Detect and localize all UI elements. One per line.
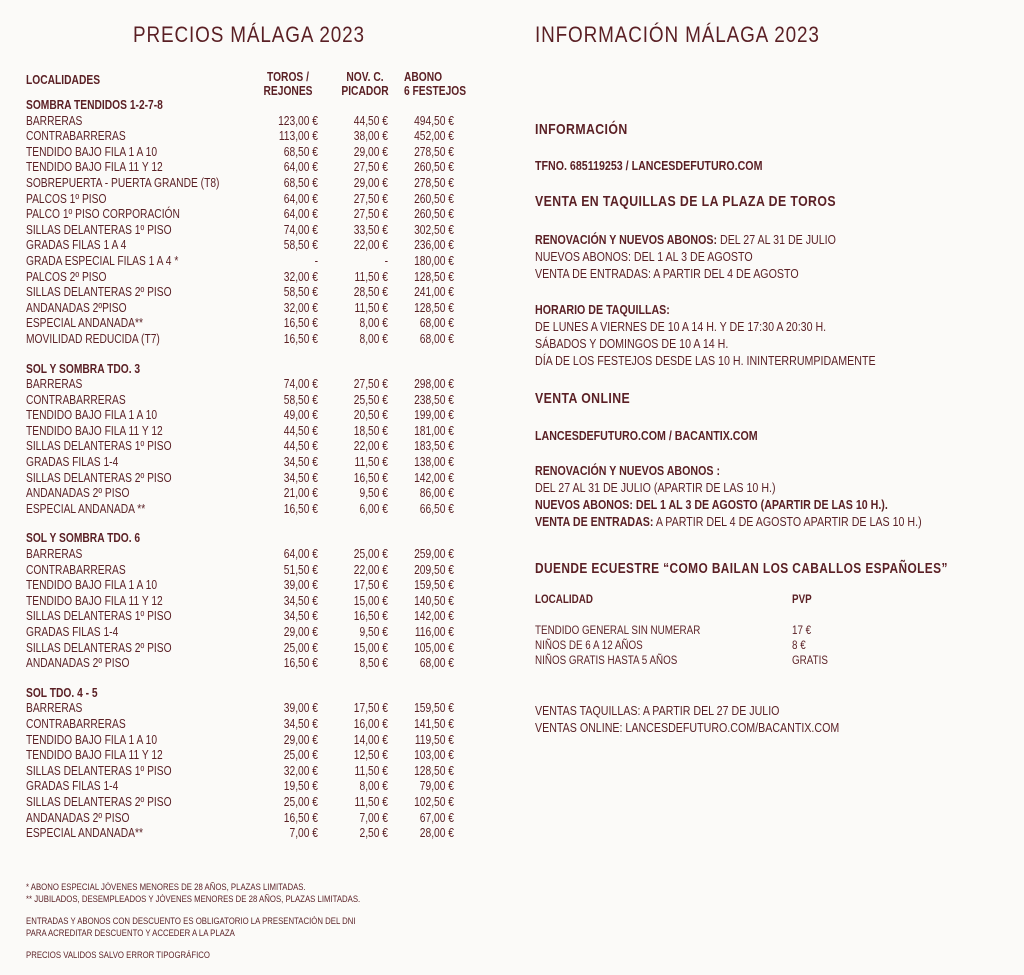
seat-name: BARRERAS bbox=[26, 113, 83, 128]
price-nov-picador: 9,50 € bbox=[359, 625, 388, 639]
price-toros-rejones: 16,50 € bbox=[283, 810, 318, 825]
price-abono: 141,50 € bbox=[414, 716, 454, 731]
price-nov-picador: 28,50 € bbox=[353, 285, 388, 300]
info-column bbox=[535, 0, 1015, 975]
header-toros-line2: REJONES bbox=[263, 84, 313, 98]
price-abono: 68,00 € bbox=[419, 331, 454, 346]
seat-name: SILLAS DELANTERAS 1º PISO bbox=[26, 439, 172, 454]
seat-name: ESPECIAL ANDANADA** bbox=[26, 316, 143, 331]
venta-entradas-line: VENTA DE ENTRADAS: A PARTIR DEL 4 DE AGOSTO bbox=[535, 266, 799, 281]
price-abono: 142,00 € bbox=[414, 609, 454, 624]
price-abono: 241,00 € bbox=[414, 285, 454, 300]
seat-name: CONTRABARRERAS bbox=[26, 562, 126, 577]
duende-heading: DUENDE ECUESTRE “COMO BAILAN LOS CABALLOS ESPAÑOLES” bbox=[535, 561, 948, 577]
price-nov-picador: 27,50 € bbox=[353, 191, 388, 206]
seat-name: GRADAS FILAS 1-4 bbox=[26, 455, 119, 470]
seat-name: CONTRABARRERAS bbox=[26, 129, 126, 144]
price-row bbox=[26, 254, 496, 270]
price-row bbox=[26, 811, 496, 827]
header-abono-line1: ABONO bbox=[404, 70, 443, 84]
price-row bbox=[26, 826, 496, 842]
seat-name: GRADA ESPECIAL FILAS 1 A 4 * bbox=[26, 253, 179, 268]
price-abono: 494,50 € bbox=[414, 113, 454, 128]
price-row bbox=[26, 129, 496, 145]
price-toros-rejones: 7,00 € bbox=[289, 826, 318, 841]
price-nov-picador: 22,00 € bbox=[353, 562, 388, 577]
price-abono: 302,50 € bbox=[414, 222, 454, 237]
price-row bbox=[26, 192, 496, 208]
price-row bbox=[26, 779, 496, 795]
price-nov-picador: 11,50 € bbox=[354, 455, 388, 470]
info-phone-line: TFNO. 685119253 / LANCESDEFUTURO.COM bbox=[535, 158, 763, 173]
price-nov-picador: 44,50 € bbox=[353, 113, 388, 128]
seat-name: ESPECIAL ANDANADA** bbox=[26, 826, 143, 841]
info-heading: INFORMACIÓN bbox=[535, 121, 628, 138]
duende-localidad: TENDIDO GENERAL SIN NUMERAR bbox=[535, 623, 701, 637]
duende-ventas-taquillas: VENTAS TAQUILLAS: A PARTIR DEL 27 DE JULIO bbox=[535, 703, 780, 718]
footnote-precios-validos: PRECIOS VALIDOS SALVO ERROR TIPOGRÁFICO bbox=[26, 950, 210, 961]
seat-name: ESPECIAL ANDANADA ** bbox=[26, 501, 146, 516]
price-nov-picador: 7,00 € bbox=[359, 810, 388, 825]
online-heading: VENTA ONLINE bbox=[535, 390, 631, 407]
price-nov-picador: 15,00 € bbox=[353, 640, 388, 655]
duende-header bbox=[535, 592, 1024, 607]
online-renovacion-label: RENOVACIÓN Y NUEVOS ABONOS : bbox=[535, 463, 720, 478]
section-title: SOL Y SOMBRA TDO. 3 bbox=[26, 361, 141, 376]
price-nov-picador: 17,50 € bbox=[353, 701, 388, 716]
price-row bbox=[26, 439, 496, 455]
price-toros-rejones: 16,50 € bbox=[283, 316, 318, 331]
price-abono: 159,50 € bbox=[414, 578, 454, 593]
price-row bbox=[26, 408, 496, 424]
price-abono: 159,50 € bbox=[414, 701, 454, 716]
price-toros-rejones: - bbox=[314, 253, 318, 268]
online-nuevos-abonos: NUEVOS ABONOS: DEL 1 AL 3 DE AGOSTO (APARTIR DE LAS 10 H.). bbox=[535, 497, 888, 512]
duende-rows bbox=[535, 623, 1024, 668]
price-toros-rejones: 74,00 € bbox=[283, 377, 318, 392]
price-section bbox=[26, 362, 496, 518]
seat-name: BARRERAS bbox=[26, 377, 83, 392]
price-row bbox=[26, 609, 496, 625]
price-nov-picador: 18,50 € bbox=[353, 423, 388, 438]
horario-heading: HORARIO DE TAQUILLAS: bbox=[535, 302, 670, 317]
price-row bbox=[26, 301, 496, 317]
price-toros-rejones: 64,00 € bbox=[283, 160, 318, 175]
price-toros-rejones: 16,50 € bbox=[283, 331, 318, 346]
price-abono: 260,50 € bbox=[414, 160, 454, 175]
price-nov-picador: 20,50 € bbox=[353, 408, 388, 423]
price-nov-picador: 29,00 € bbox=[353, 175, 388, 190]
price-row bbox=[26, 455, 496, 471]
price-abono: 128,50 € bbox=[414, 300, 454, 315]
seat-name: MOVILIDAD REDUCIDA (T7) bbox=[26, 331, 160, 346]
seat-name: TENDIDO BAJO FILA 1 A 10 bbox=[26, 408, 158, 423]
price-nov-picador: 8,00 € bbox=[359, 331, 388, 346]
footnote-abono-especial: * ABONO ESPECIAL JÓVENES MENORES DE 28 AÑOS, PLAZAS LIMITADAS. bbox=[26, 882, 306, 893]
seat-name: TENDIDO BAJO FILA 11 Y 12 bbox=[26, 423, 163, 438]
seat-name: SOBREPUERTA - PUERTA GRANDE (T8) bbox=[26, 175, 220, 190]
seat-name: SILLAS DELANTERAS 1º PISO bbox=[26, 763, 172, 778]
price-abono: 138,00 € bbox=[414, 455, 454, 470]
price-abono: 105,00 € bbox=[414, 640, 454, 655]
price-nov-picador: 38,00 € bbox=[353, 129, 388, 144]
price-row bbox=[26, 563, 496, 579]
price-toros-rejones: 32,00 € bbox=[283, 269, 318, 284]
price-abono: 236,00 € bbox=[414, 238, 454, 253]
price-toros-rejones: 19,50 € bbox=[283, 779, 318, 794]
duende-pvp: GRATIS bbox=[792, 653, 828, 667]
price-nov-picador: - bbox=[384, 253, 388, 268]
renovacion-value: DEL 27 AL 31 DE JULIO bbox=[717, 232, 836, 247]
price-toros-rejones: 29,00 € bbox=[283, 732, 318, 747]
price-table-header bbox=[26, 70, 496, 100]
seat-name: ANDANADAS 2º PISO bbox=[26, 486, 130, 501]
price-row bbox=[26, 471, 496, 487]
seat-name: TENDIDO BAJO FILA 11 Y 12 bbox=[26, 593, 163, 608]
price-toros-rejones: 32,00 € bbox=[283, 763, 318, 778]
price-sections bbox=[26, 98, 496, 856]
header-localidades: LOCALIDADES bbox=[26, 73, 101, 87]
price-abono: 260,50 € bbox=[414, 207, 454, 222]
price-row bbox=[26, 578, 496, 594]
renovacion-line bbox=[535, 231, 994, 248]
header-toros-line1: TOROS / bbox=[267, 70, 309, 84]
price-row bbox=[26, 764, 496, 780]
price-abono: 128,50 € bbox=[414, 763, 454, 778]
price-nov-picador: 27,50 € bbox=[353, 160, 388, 175]
online-venta-entradas-value: A PARTIR DEL 4 DE AGOSTO APARTIR DE LAS 10 H.) bbox=[653, 514, 922, 529]
price-abono: 79,00 € bbox=[419, 779, 454, 794]
prices-title: PRECIOS MÁLAGA 2023 bbox=[133, 22, 365, 47]
price-section bbox=[26, 98, 496, 348]
price-nov-picador: 8,50 € bbox=[359, 656, 388, 671]
price-row bbox=[26, 502, 496, 518]
price-nov-picador: 22,00 € bbox=[353, 439, 388, 454]
price-toros-rejones: 58,50 € bbox=[283, 392, 318, 407]
price-toros-rejones: 25,00 € bbox=[283, 794, 318, 809]
horario-festejos: DÍA DE LOS FESTEJOS DESDE LAS 10 H. ININTERRUMPIDAMENTE bbox=[535, 353, 876, 368]
seat-name: GRADAS FILAS 1 A 4 bbox=[26, 238, 127, 253]
price-abono: 128,50 € bbox=[414, 269, 454, 284]
seat-name: ANDANADAS 2º PISO bbox=[26, 656, 130, 671]
price-toros-rejones: 39,00 € bbox=[283, 578, 318, 593]
header-abono bbox=[404, 70, 484, 98]
seat-name: SILLAS DELANTERAS 1º PISO bbox=[26, 222, 172, 237]
seat-name: TENDIDO BAJO FILA 11 Y 12 bbox=[26, 748, 163, 763]
seat-name: SILLAS DELANTERAS 1º PISO bbox=[26, 609, 172, 624]
price-section bbox=[26, 686, 496, 842]
price-section bbox=[26, 531, 496, 671]
price-abono: 86,00 € bbox=[419, 486, 454, 501]
footnote-dni: ENTRADAS Y ABONOS CON DESCUENTO ES OBLIGATORIO LA PRESENTACIÓN DEL DNI bbox=[26, 916, 356, 927]
price-row bbox=[26, 748, 496, 764]
seat-name: CONTRABARRERAS bbox=[26, 392, 126, 407]
price-nov-picador: 33,50 € bbox=[353, 222, 388, 237]
price-row bbox=[26, 547, 496, 563]
header-nov-line2: PICADOR bbox=[341, 84, 389, 98]
price-abono: 278,50 € bbox=[414, 175, 454, 190]
price-toros-rejones: 16,50 € bbox=[283, 656, 318, 671]
duende-row bbox=[535, 653, 1024, 668]
price-abono: 140,50 € bbox=[414, 593, 454, 608]
price-nov-picador: 9,50 € bbox=[359, 486, 388, 501]
price-abono: 209,50 € bbox=[414, 562, 454, 577]
price-row bbox=[26, 733, 496, 749]
price-toros-rejones: 68,50 € bbox=[283, 144, 318, 159]
price-toros-rejones: 16,50 € bbox=[283, 501, 318, 516]
seat-name: TENDIDO BAJO FILA 1 A 10 bbox=[26, 578, 158, 593]
price-toros-rejones: 32,00 € bbox=[283, 300, 318, 315]
price-nov-picador: 14,00 € bbox=[353, 732, 388, 747]
price-row bbox=[26, 316, 496, 332]
seat-name: SILLAS DELANTERAS 2º PISO bbox=[26, 794, 172, 809]
price-row bbox=[26, 114, 496, 130]
price-toros-rejones: 29,00 € bbox=[283, 625, 318, 639]
price-toros-rejones: 44,50 € bbox=[283, 439, 318, 454]
duende-col-localidad: LOCALIDAD bbox=[535, 592, 593, 606]
horario-weekdays: DE LUNES A VIERNES DE 10 A 14 H. Y DE 17:30 A 20:30 H. bbox=[535, 319, 827, 334]
online-venta-entradas-line bbox=[535, 513, 994, 530]
price-toros-rejones: 44,50 € bbox=[283, 423, 318, 438]
info-title: INFORMACIÓN MÁLAGA 2023 bbox=[535, 22, 820, 47]
price-toros-rejones: 64,00 € bbox=[283, 547, 318, 562]
price-row bbox=[26, 207, 496, 223]
price-toros-rejones: 34,50 € bbox=[283, 593, 318, 608]
horario-weekends: SÁBADOS Y DOMINGOS DE 10 A 14 H. bbox=[535, 336, 729, 351]
seat-name: PALCOS 1º PISO bbox=[26, 191, 107, 206]
price-nov-picador: 11,50 € bbox=[354, 269, 388, 284]
price-row bbox=[26, 176, 496, 192]
seat-name: ANDANADAS 2ºPISO bbox=[26, 300, 127, 315]
price-row bbox=[26, 717, 496, 733]
price-row bbox=[26, 594, 496, 610]
price-abono: 259,00 € bbox=[414, 547, 454, 562]
price-row bbox=[26, 701, 496, 717]
price-row bbox=[26, 625, 496, 641]
price-nov-picador: 25,00 € bbox=[353, 547, 388, 562]
duende-pvp: 8 € bbox=[792, 638, 806, 652]
price-nov-picador: 17,50 € bbox=[353, 578, 388, 593]
seat-name: TENDIDO BAJO FILA 1 A 10 bbox=[26, 144, 158, 159]
price-toros-rejones: 64,00 € bbox=[283, 191, 318, 206]
price-nov-picador: 29,00 € bbox=[353, 144, 388, 159]
price-abono: 28,00 € bbox=[419, 826, 454, 841]
seat-name: SILLAS DELANTERAS 2º PISO bbox=[26, 470, 172, 485]
seat-name: SILLAS DELANTERAS 2º PISO bbox=[26, 640, 172, 655]
duende-ventas-online: VENTAS ONLINE: LANCESDEFUTURO.COM/BACANTIX.COM bbox=[535, 720, 840, 735]
price-toros-rejones: 49,00 € bbox=[283, 408, 318, 423]
prices-column bbox=[26, 0, 496, 975]
price-nov-picador: 8,00 € bbox=[359, 316, 388, 331]
footnotes bbox=[26, 882, 586, 962]
price-abono: 119,50 € bbox=[414, 732, 454, 747]
price-abono: 68,00 € bbox=[419, 316, 454, 331]
price-abono: 452,00 € bbox=[414, 129, 454, 144]
price-row bbox=[26, 223, 496, 239]
price-toros-rejones: 74,00 € bbox=[283, 222, 318, 237]
price-toros-rejones: 39,00 € bbox=[283, 701, 318, 716]
price-nov-picador: 12,50 € bbox=[353, 748, 388, 763]
price-row bbox=[26, 160, 496, 176]
price-nov-picador: 11,50 € bbox=[354, 300, 388, 315]
seat-name: BARRERAS bbox=[26, 701, 83, 716]
price-row bbox=[26, 486, 496, 502]
price-row bbox=[26, 285, 496, 301]
price-toros-rejones: 25,00 € bbox=[283, 748, 318, 763]
header-abono-line2: 6 FESTEJOS bbox=[404, 84, 467, 98]
seat-name: SILLAS DELANTERAS 2º PISO bbox=[26, 285, 172, 300]
price-toros-rejones: 123,00 € bbox=[278, 113, 318, 128]
price-toros-rejones: 34,50 € bbox=[283, 455, 318, 470]
price-abono: 181,00 € bbox=[414, 423, 454, 438]
section-title: SOL TDO. 4 - 5 bbox=[26, 685, 98, 700]
price-abono: 298,00 € bbox=[414, 377, 454, 392]
price-nov-picador: 22,00 € bbox=[353, 238, 388, 253]
price-nov-picador: 27,50 € bbox=[353, 377, 388, 392]
duende-row bbox=[535, 623, 1024, 638]
price-nov-picador: 8,00 € bbox=[359, 779, 388, 794]
price-nov-picador: 2,50 € bbox=[359, 826, 388, 841]
price-toros-rejones: 113,00 € bbox=[278, 129, 318, 144]
price-abono: 102,50 € bbox=[414, 794, 454, 809]
price-abono: 116,00 € bbox=[414, 625, 454, 639]
price-toros-rejones: 21,00 € bbox=[283, 486, 318, 501]
price-toros-rejones: 64,00 € bbox=[283, 207, 318, 222]
header-toros-rejones bbox=[258, 70, 318, 98]
price-row bbox=[26, 393, 496, 409]
online-renovacion-value: DEL 27 AL 31 DE JULIO (APARTIR DE LAS 10 H.) bbox=[535, 480, 776, 495]
price-abono: 278,50 € bbox=[414, 144, 454, 159]
price-row bbox=[26, 641, 496, 657]
price-abono: 66,50 € bbox=[419, 501, 454, 516]
price-toros-rejones: 68,50 € bbox=[283, 175, 318, 190]
nuevos-abonos-line: NUEVOS ABONOS: DEL 1 AL 3 DE AGOSTO bbox=[535, 249, 753, 264]
price-toros-rejones: 25,00 € bbox=[283, 640, 318, 655]
price-abono: 199,00 € bbox=[414, 408, 454, 423]
duende-localidad: NIÑOS DE 6 A 12 AÑOS bbox=[535, 638, 643, 652]
seat-name: TENDIDO BAJO FILA 1 A 10 bbox=[26, 732, 158, 747]
price-nov-picador: 16,00 € bbox=[353, 716, 388, 731]
price-row bbox=[26, 270, 496, 286]
price-row bbox=[26, 795, 496, 811]
price-nov-picador: 25,50 € bbox=[353, 392, 388, 407]
price-toros-rejones: 51,50 € bbox=[283, 562, 318, 577]
price-nov-picador: 27,50 € bbox=[353, 207, 388, 222]
price-nov-picador: 16,50 € bbox=[353, 470, 388, 485]
price-abono: 260,50 € bbox=[414, 191, 454, 206]
price-abono: 103,00 € bbox=[414, 748, 454, 763]
duende-col-pvp: PVP bbox=[792, 592, 812, 606]
seat-name: ANDANADAS 2º PISO bbox=[26, 810, 130, 825]
duende-row bbox=[535, 638, 1024, 653]
seat-name: PALCOS 2º PISO bbox=[26, 269, 107, 284]
footnote-jubilados: ** JUBILADOS, DESEMPLEADOS Y JÓVENES MENORES DE 28 AÑOS, PLAZAS LIMITADAS. bbox=[26, 893, 361, 905]
seat-name: CONTRABARRERAS bbox=[26, 716, 126, 731]
price-nov-picador: 15,00 € bbox=[353, 593, 388, 608]
price-abono: 183,50 € bbox=[414, 439, 454, 454]
seat-name: GRADAS FILAS 1-4 bbox=[26, 779, 119, 794]
price-toros-rejones: 58,50 € bbox=[283, 285, 318, 300]
duende-pvp: 17 € bbox=[792, 623, 812, 637]
price-row bbox=[26, 656, 496, 672]
duende-localidad: NIÑOS GRATIS HASTA 5 AÑOS bbox=[535, 653, 678, 667]
seat-name: BARRERAS bbox=[26, 547, 83, 562]
header-nov-picador bbox=[326, 70, 404, 98]
header-nov-line1: NOV. C. bbox=[346, 70, 384, 84]
price-row bbox=[26, 424, 496, 440]
price-abono: 180,00 € bbox=[414, 253, 454, 268]
price-nov-picador: 16,50 € bbox=[353, 609, 388, 624]
price-toros-rejones: 34,50 € bbox=[283, 609, 318, 624]
price-toros-rejones: 34,50 € bbox=[283, 716, 318, 731]
section-title: SOMBRA TENDIDOS 1-2-7-8 bbox=[26, 98, 163, 112]
price-toros-rejones: 58,50 € bbox=[283, 238, 318, 253]
price-nov-picador: 6,00 € bbox=[359, 501, 388, 516]
seat-name: TENDIDO BAJO FILA 11 Y 12 bbox=[26, 160, 163, 175]
footnote-acreditar: PARA ACREDITAR DESCUENTO Y ACCEDER A LA PLAZA bbox=[26, 927, 235, 939]
price-nov-picador: 11,50 € bbox=[354, 794, 388, 809]
price-abono: 238,50 € bbox=[414, 392, 454, 407]
online-venta-entradas-label: VENTA DE ENTRADAS: bbox=[535, 514, 654, 529]
price-abono: 67,00 € bbox=[419, 810, 454, 825]
price-toros-rejones: 34,50 € bbox=[283, 470, 318, 485]
price-abono: 142,00 € bbox=[414, 470, 454, 485]
price-row bbox=[26, 145, 496, 161]
price-nov-picador: 11,50 € bbox=[354, 763, 388, 778]
price-row bbox=[26, 377, 496, 393]
seat-name: PALCO 1º PISO CORPORACIÓN bbox=[26, 207, 180, 222]
seat-name: GRADAS FILAS 1-4 bbox=[26, 625, 119, 639]
renovacion-label: RENOVACIÓN Y NUEVOS ABONOS: bbox=[535, 232, 718, 247]
taquillas-heading: VENTA EN TAQUILLAS DE LA PLAZA DE TOROS bbox=[535, 193, 836, 210]
price-row bbox=[26, 332, 496, 348]
online-sites: LANCESDEFUTURO.COM / BACANTIX.COM bbox=[535, 428, 758, 443]
section-title: SOL Y SOMBRA TDO. 6 bbox=[26, 531, 141, 546]
price-abono: 68,00 € bbox=[419, 656, 454, 671]
price-row bbox=[26, 238, 496, 254]
